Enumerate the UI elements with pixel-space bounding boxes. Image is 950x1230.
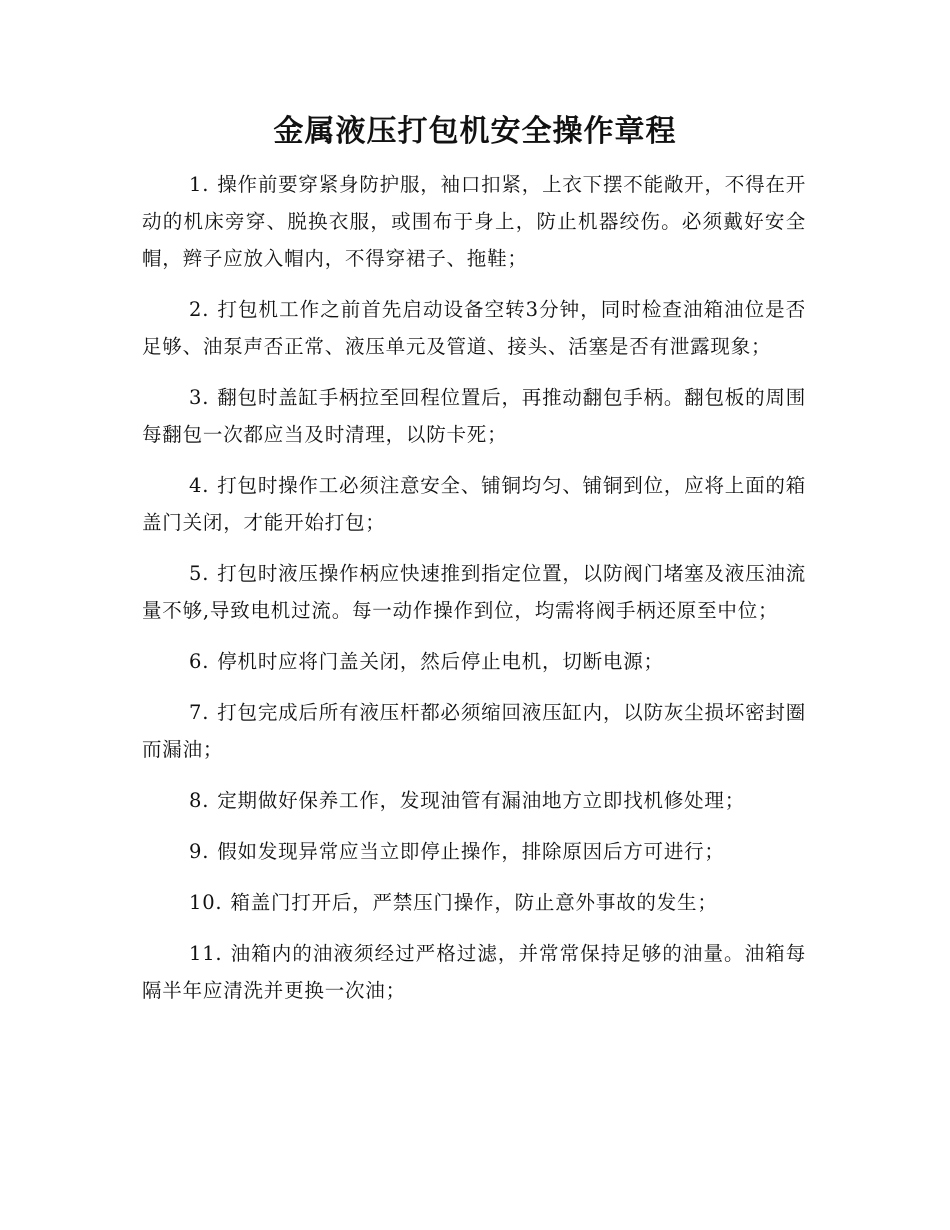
paragraph-10: [142, 884, 806, 921]
paragraph-number: 4.: [189, 474, 210, 497]
paragraph-text: 翻包时盖缸手柄拉至回程位置后，再推动翻包手柄。翻包板的周围每翻包一次都应当及时清理，以防卡死；: [142, 386, 806, 446]
paragraph-number: 11.: [189, 942, 223, 965]
paragraph-4: [142, 467, 806, 541]
paragraph-number: 7.: [189, 701, 210, 724]
paragraph-5: [142, 555, 806, 629]
paragraph-1: [142, 166, 806, 277]
paragraph-text: 打包时液压操作柄应快速推到指定位置，以防阀门堵塞及液压油流量不够,导致电机过流。每一动作操作到位，均需将阀手柄还原至中位；: [142, 562, 806, 622]
paragraph-number: 9.: [189, 840, 210, 863]
paragraph-number: 10.: [189, 891, 223, 914]
paragraph-text: 操作前要穿紧身防护服，袖口扣紧，上衣下摆不能敞开，不得在开动的机床旁穿、脱换衣服，或围布于身上，防止机器绞伤。必须戴好安全帽，辫子应放入帽内，不得穿裙子、拖鞋；: [142, 173, 806, 270]
document-title: 金属液压打包机安全操作章程: [273, 114, 677, 149]
document-body: [142, 166, 806, 1023]
paragraph-text: 打包时操作工必须注意安全、铺铜均匀、铺铜到位，应将上面的箱盖门关闭，才能开始打包；: [142, 474, 806, 534]
paragraph-number: 6.: [189, 650, 210, 673]
paragraph-6: [142, 643, 806, 680]
paragraph-number: 1.: [189, 173, 210, 196]
paragraph-text: 打包完成后所有液压杆都必须缩回液压缸内，以防灰尘损坏密封圈而漏油；: [142, 701, 806, 761]
paragraph-2: [142, 291, 806, 365]
paragraph-text: 停机时应将门盖关闭，然后停止电机，切断电源；: [217, 650, 664, 673]
paragraph-number: 2.: [189, 298, 210, 321]
paragraph-number: 5.: [189, 562, 210, 585]
paragraph-7: [142, 694, 806, 768]
paragraph-text: 油箱内的油液须经过严格过滤，并常常保持足够的油量。油箱每隔半年应清洗并更换一次油；: [142, 942, 806, 1002]
paragraph-text: 定期做好保养工作，发现油管有漏油地方立即找机修处理；: [217, 789, 746, 812]
paragraph-11: [142, 935, 806, 1009]
paragraph-8: [142, 782, 806, 819]
paragraph-number: 8.: [189, 789, 210, 812]
paragraph-9: [142, 833, 806, 870]
paragraph-text: 箱盖门打开后，严禁压门操作，防止意外事故的发生；: [230, 891, 718, 914]
paragraph-text: 打包机工作之前首先启动设备空转3分钟，同时检查油箱油位是否足够、油泵声否正常、液压单元及管道、接头、活塞是否有泄露现象；: [142, 298, 806, 358]
paragraph-text: 假如发现异常应当立即停止操作，排除原因后方可进行；: [217, 840, 725, 863]
paragraph-3: [142, 379, 806, 453]
paragraph-number: 3.: [189, 386, 210, 409]
